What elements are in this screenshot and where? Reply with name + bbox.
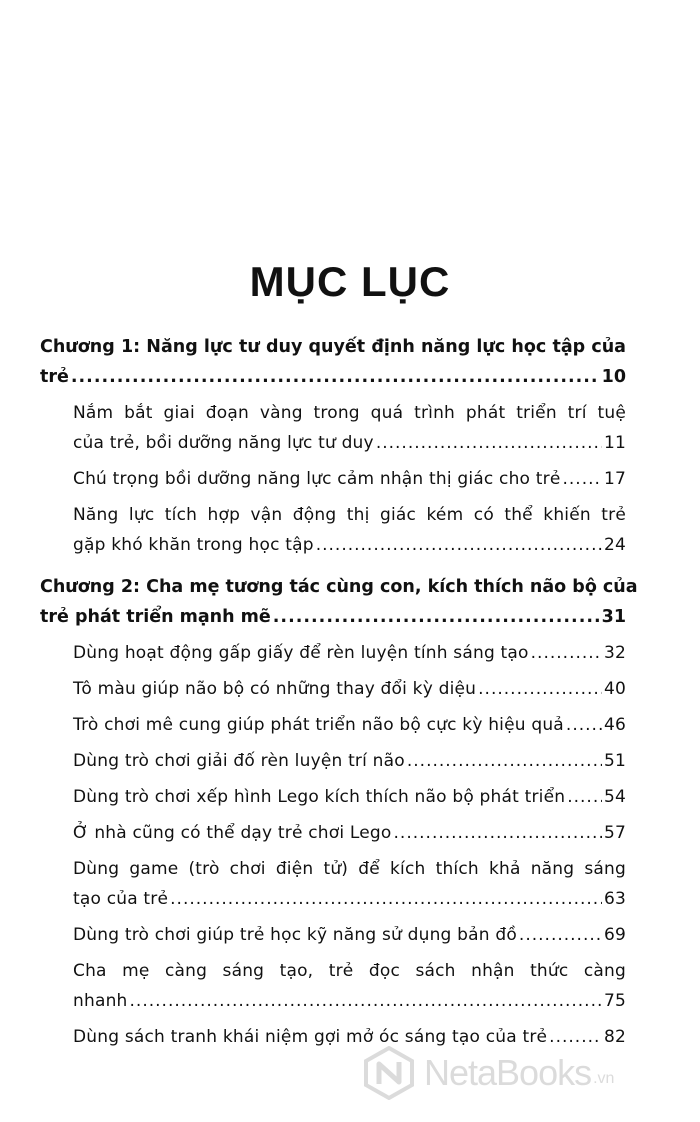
dot-leader (519, 920, 602, 950)
page-number: 31 (601, 607, 626, 627)
toc-entry-title: tạo của trẻ (73, 889, 169, 909)
toc-entry-title: Trò chơi mê cung giúp phát triển não bộ cực kỳ hiệu quả (73, 715, 564, 735)
toc-entry-row (73, 464, 626, 494)
dot-leader (130, 986, 602, 1016)
toc-entry-row (73, 710, 626, 740)
toc-chapter (0, 572, 638, 632)
dot-leader (566, 710, 602, 740)
netabooks-logo-icon (362, 1046, 416, 1100)
watermark-suffix: .vn (593, 1070, 615, 1087)
toc-entry-row (73, 920, 626, 950)
toc-entry-title: gặp khó khăn trong học tập (73, 535, 314, 555)
page-number: 75 (603, 991, 626, 1011)
table-of-contents (0, 332, 700, 1058)
toc-entry-row (73, 638, 626, 668)
page-number: 51 (603, 751, 626, 771)
toc-item (0, 854, 626, 914)
toc-entry-line: Dùng game (trò chơi điện tử) để kích thích khả năng sáng (73, 859, 626, 879)
page-number: 11 (603, 433, 626, 453)
toc-item (0, 920, 626, 950)
dot-leader (478, 674, 602, 704)
toc-entry-title: nhanh (73, 991, 128, 1011)
dot-leader (170, 884, 602, 914)
page-number: 57 (603, 823, 626, 843)
toc-entry-title: Dùng trò chơi xếp hình Lego kích thích não bộ phát triển (73, 787, 566, 807)
toc-item (0, 464, 626, 494)
page-number: 82 (603, 1027, 626, 1047)
toc-entry-title: Chú trọng bồi dưỡng năng lực cảm nhận thị giác cho trẻ (73, 469, 561, 489)
toc-entry-title: Ở nhà cũng có thể dạy trẻ chơi Lego (73, 823, 392, 843)
page-number: 24 (603, 535, 626, 555)
page-title: MỤC LỤC (249, 258, 451, 305)
toc-item (0, 710, 626, 740)
toc-item (0, 500, 626, 560)
page-number: 10 (601, 367, 626, 387)
dot-leader (562, 464, 601, 494)
toc-item (0, 398, 626, 458)
toc-entry-line: Chương 2: Cha mẹ tương tác cùng con, kích thích não bộ của (40, 577, 638, 597)
toc-entry-line: Cha mẹ càng sáng tạo, trẻ đọc sách nhận thức càng (73, 961, 626, 981)
toc-entry-title: Dùng hoạt động gấp giấy để rèn luyện tính sáng tạo (73, 643, 529, 663)
page-number: 54 (603, 787, 626, 807)
toc-item (0, 782, 626, 812)
toc-entry-row (73, 674, 626, 704)
page-number: 17 (603, 469, 626, 489)
dot-leader (531, 638, 602, 668)
toc-item (0, 956, 626, 1016)
toc-chapter (0, 332, 626, 392)
dot-leader (376, 428, 602, 458)
toc-entry-row (73, 530, 626, 560)
dot-leader (407, 746, 602, 776)
page-number: 40 (603, 679, 626, 699)
toc-entry-row (73, 818, 626, 848)
toc-entry-row (73, 746, 626, 776)
page-number: 69 (603, 925, 626, 945)
toc-entry-row (73, 986, 626, 1016)
dot-leader (567, 782, 602, 812)
dot-leader (394, 818, 602, 848)
dot-leader (71, 362, 600, 392)
toc-entry-row (73, 782, 626, 812)
toc-entry-title: trẻ phát triển mạnh mẽ (40, 607, 271, 627)
page-number: 32 (603, 643, 626, 663)
toc-entry-line: Chương 1: Năng lực tư duy quyết định năng lực học tập của (40, 337, 626, 357)
toc-item (0, 746, 626, 776)
toc-entry-row (40, 362, 626, 392)
toc-entry-title: Dùng sách tranh khái niệm gợi mở óc sáng tạo của trẻ (73, 1027, 548, 1047)
toc-entry-row (73, 428, 626, 458)
dot-leader (273, 602, 600, 632)
toc-entry-title: Tô màu giúp não bộ có những thay đổi kỳ diệu (73, 679, 477, 699)
toc-entry-row (40, 602, 626, 632)
watermark (362, 1046, 614, 1100)
toc-entry-title: trẻ (40, 367, 69, 387)
toc-entry-title: Dùng trò chơi giúp trẻ học kỹ năng sử dụng bản đồ (73, 925, 517, 945)
toc-item (0, 818, 626, 848)
toc-item (0, 674, 626, 704)
toc-entry-line: Năng lực tích hợp vận động thị giác kém có thể khiến trẻ (73, 505, 626, 525)
toc-entry-title: Dùng trò chơi giải đố rèn luyện trí não (73, 751, 405, 771)
page-number: 63 (603, 889, 626, 909)
toc-entry-row (73, 884, 626, 914)
page-number: 46 (603, 715, 626, 735)
toc-entry-title: của trẻ, bồi dưỡng năng lực tư duy (73, 433, 374, 453)
dot-leader (316, 530, 602, 560)
toc-entry-line: Nắm bắt giai đoạn vàng trong quá trình phát triển trí tuệ (73, 403, 626, 423)
toc-item (0, 638, 626, 668)
watermark-brand: NetaBooks (424, 1052, 592, 1093)
